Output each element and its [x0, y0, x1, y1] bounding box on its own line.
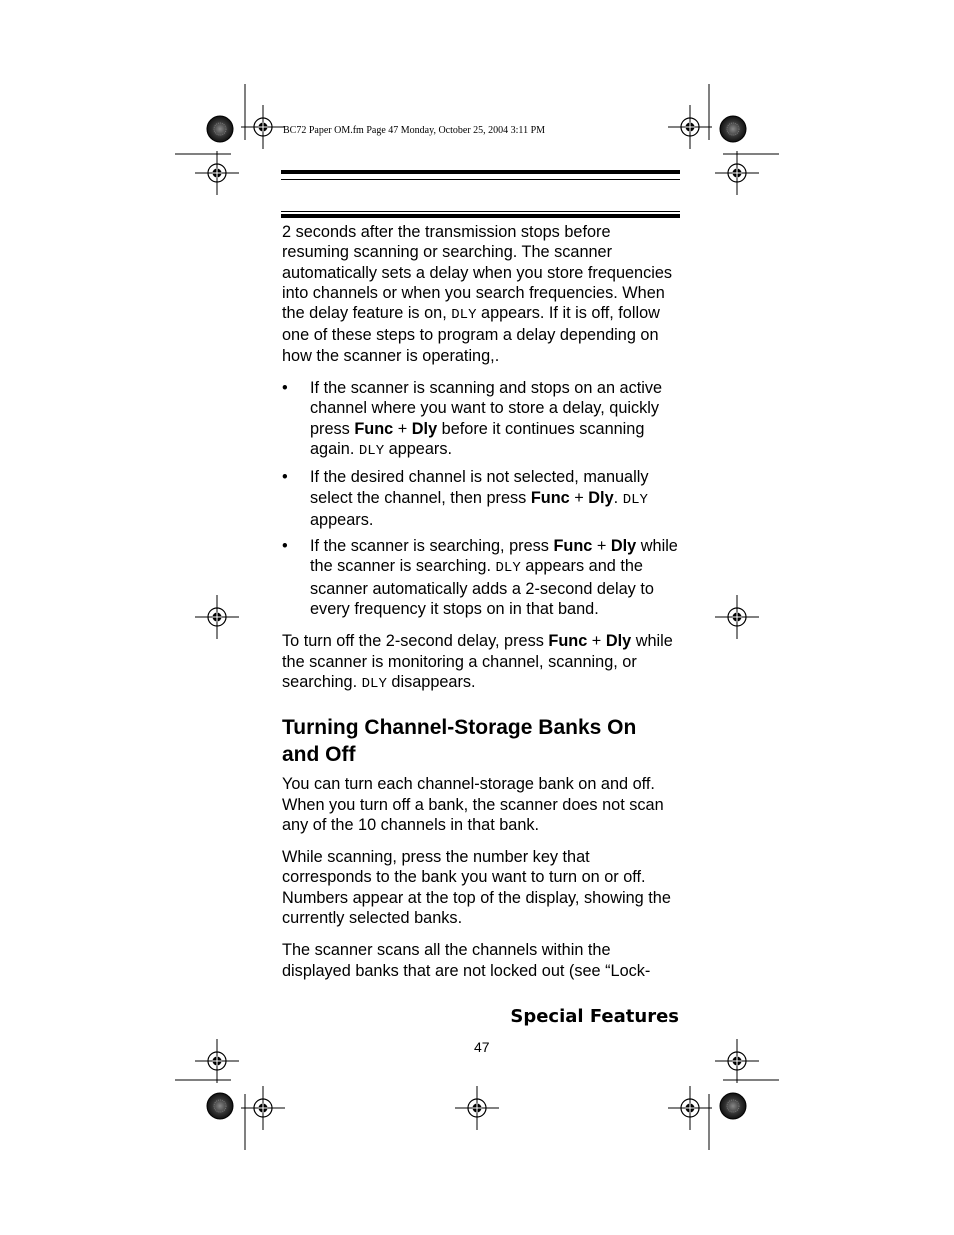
footer-section-title: Special Features [510, 1006, 679, 1027]
list-text: appears and the scanner automatically adds a 2-second delay to every frequency it stops on in that band. [310, 557, 654, 619]
intro-text: 2 seconds after the transmission stops before resuming scanning or searching. The scanner automatically sets a delay when you store frequencies into channels or when you search frequencies. When the delay feature is on, [282, 223, 673, 323]
turn-off-text: while the scanner is monitoring a channel, scanning, or searching. [282, 632, 673, 691]
list-text: If the desired channel is not selected, manually select the channel, then press [310, 468, 649, 507]
section-heading: Turning Channel-Storage Banks On and Off [282, 716, 637, 767]
dly-indicator: DLY [451, 307, 477, 324]
dly-indicator: DLY [622, 491, 648, 508]
list-text: appears. [384, 439, 452, 458]
list-text: If the scanner is scanning and stops on an active channel where you want to store a delay, quickly press [310, 379, 663, 438]
intro-paragraph [282, 222, 680, 366]
turn-off-text: To turn off the 2-second delay, press [282, 632, 549, 651]
list-item [282, 536, 680, 619]
dly-indicator: DLY [495, 560, 521, 577]
list-text: appears. [310, 510, 374, 529]
dly-key-label: Dly [610, 537, 637, 556]
func-key-label: Func [530, 488, 570, 507]
plus-sign: + [587, 632, 606, 651]
top-rule-thick-2 [281, 214, 680, 218]
list-item [282, 467, 680, 530]
page-content [282, 222, 680, 993]
intro-text-2: appears. If it is off, follow one of these steps to program a delay depending on how the scanner is operating,. [282, 304, 660, 365]
func-key-label: Func [548, 632, 588, 651]
func-key-label: Func [354, 419, 394, 438]
print-header: BC72 Paper OM.fm Page 47 Monday, October 25, 2004 3:11 PM [283, 125, 546, 136]
list-text: while the scanner is searching. [310, 537, 678, 576]
list-item [282, 378, 680, 461]
plus-sign: + [592, 537, 611, 556]
top-rule-thick [281, 170, 680, 174]
top-rule-thin-2 [281, 211, 680, 212]
page-number: 47 [474, 1039, 490, 1055]
list-text: . [613, 488, 623, 507]
top-rule-thin [281, 179, 680, 180]
dly-indicator: DLY [361, 675, 387, 692]
dly-indicator: DLY [358, 442, 385, 459]
list-text: before it continues scanning again. [310, 419, 645, 458]
dly-key-label: Dly [605, 632, 632, 651]
turn-off-paragraph [282, 631, 680, 694]
plus-sign: + [393, 419, 412, 438]
delay-steps-list [282, 378, 680, 619]
dly-key-label: Dly [588, 488, 614, 507]
plus-sign: + [569, 488, 589, 507]
turn-off-text: disappears. [386, 672, 476, 691]
section-paragraph: The scanner scans all the channels within the displayed banks that are not locked out (see “Lock- [282, 941, 651, 980]
dly-key-label: Dly [411, 419, 438, 438]
list-text: If the scanner is searching, press [310, 537, 554, 556]
func-key-label: Func [553, 537, 593, 556]
section-paragraph: You can turn each channel-storage bank on and off. When you turn off a bank, the scanner does not scan any of the 10 channels in that bank. [282, 775, 664, 834]
section-paragraph: While scanning, press the number key that corresponds to the bank you want to turn on or off. Numbers appear at the top of the display, showing the currently selected banks. [282, 848, 671, 928]
